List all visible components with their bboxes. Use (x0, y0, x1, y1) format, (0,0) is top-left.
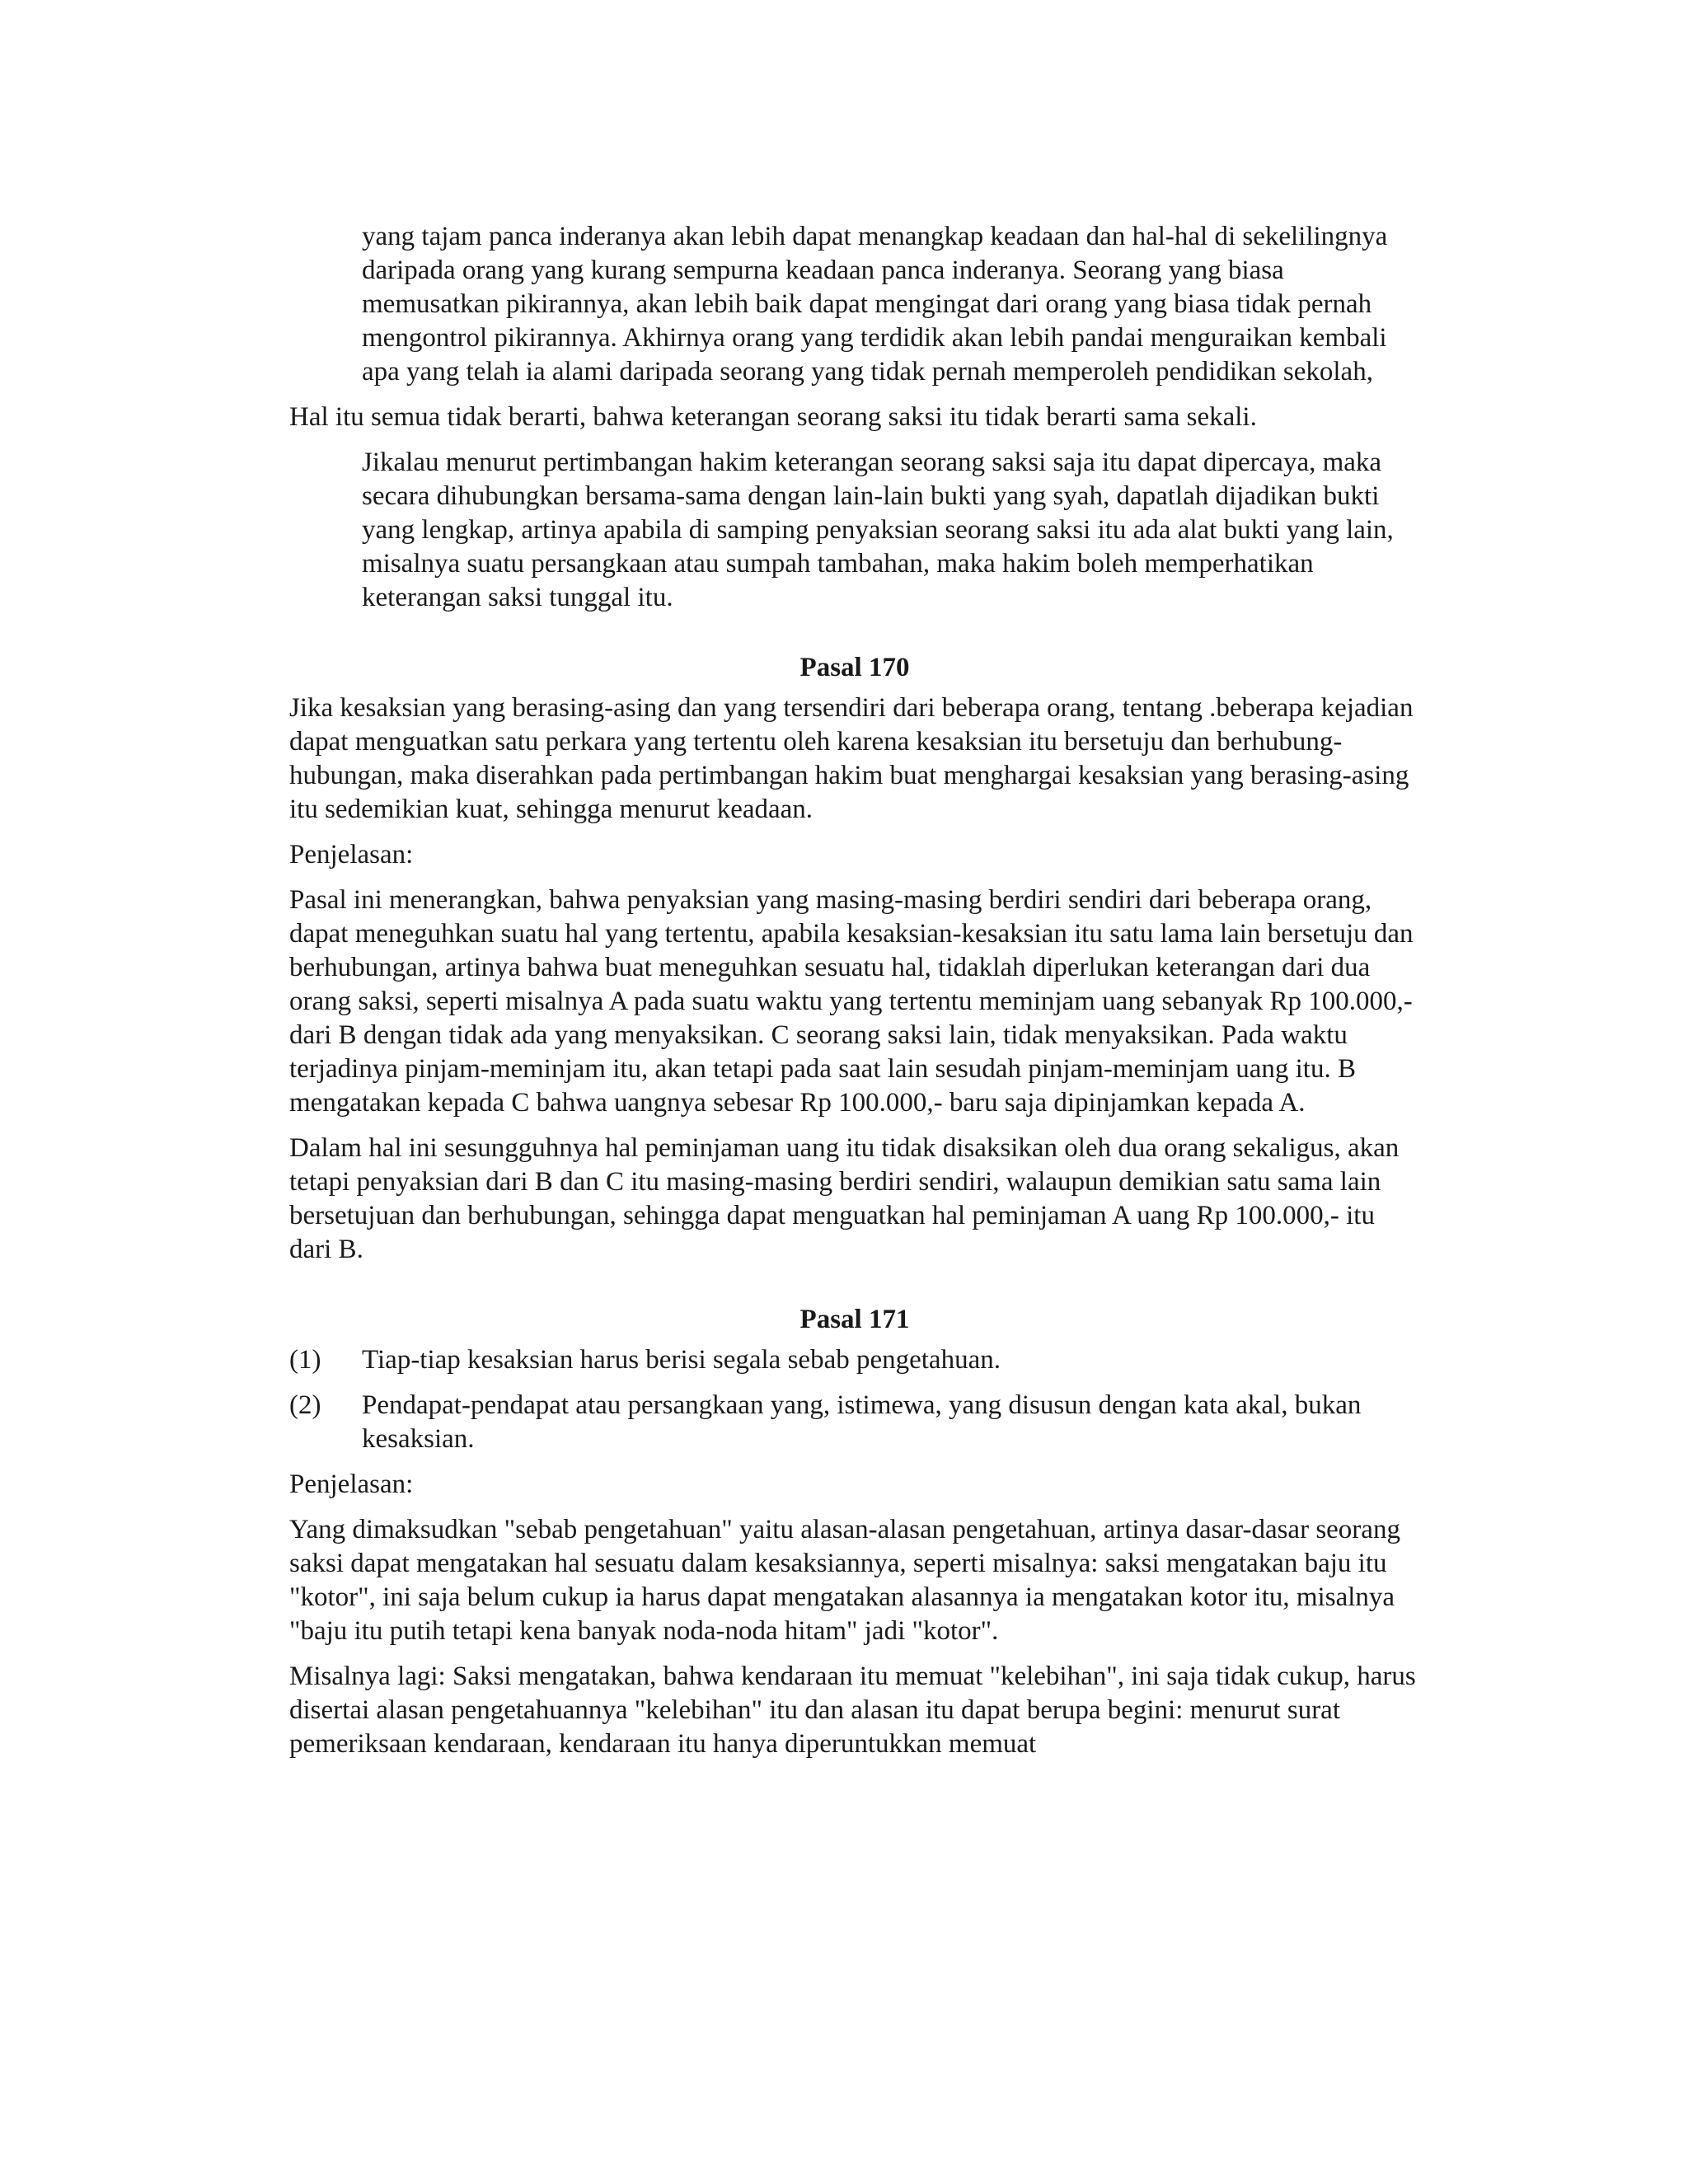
pasal-170-explanation-1: Pasal ini menerangkan, bahwa penyaksian yang masing-masing berdiri sendiri dari beberapa orang, dapat meneguhkan suatu hal yang tertentu, apabila kesaksian-kesaksian itu satu lama lain bersetuju dan berhubungan, artinya bahwa buat meneguhkan sesuatu hal, tidaklah diperlukan keterangan dari dua orang saksi, seperti misalnya A pada suatu waktu yang tertentu meminjam uang sebanyak Rp 100.000,- dari B dengan tidak ada yang menyaksikan. C seorang saksi lain, tidak menyaksikan. Pada waktu terjadinya pinjam-meminjam itu, akan tetapi pada saat lain sesudah pinjam-meminjam uang itu. B mengatakan kepada C bahwa uangnya sebesar Rp 100.000,- baru saja dipinjamkan kepada A. (289, 885, 1414, 1118)
pasal-171-item-2 (289, 1389, 1420, 1456)
pasal-170-penjelasan-label: Penjelasan: (289, 840, 414, 869)
intro-paragraph-2: Hal itu semua tidak berarti, bahwa keterangan seorang saksi itu tidak berarti sama sekali. (289, 402, 1257, 432)
pasal-170-heading: Pasal 170 (799, 653, 910, 682)
pasal-171-explanation-2: Misalnya lagi: Saksi mengatakan, bahwa kendaraan itu memuat "kelebihan", ini saja tidak cukup, harus disertai alasan pengetahuannya "kelebihan" itu dan alasan itu dapat berupa begini: menurut surat pemeriksaan kendaraan, kendaraan itu hanya diperuntukkan memuat (289, 1661, 1416, 1759)
pasal-171-item-2-number: (2) (289, 1390, 321, 1420)
pasal-171-item-1-number: (1) (289, 1345, 321, 1375)
pasal-171-item-1 (289, 1343, 1420, 1377)
pasal-171-penjelasan-label: Penjelasan: (289, 1469, 414, 1499)
pasal-170-text: Jika kesaksian yang berasing-asing dan yang tersendiri dari beberapa orang, tentang .beberapa kejadian dapat menguatkan satu perkara yang tertentu oleh karena kesaksian itu bersetuju dan berhubung-hubungan, maka diserahkan pada pertimbangan hakim buat menghargai kesaksian yang berasing-asing itu sedemikian kuat, sehingga menurut keadaan. (289, 693, 1414, 824)
pasal-171-heading: Pasal 171 (799, 1305, 910, 1334)
pasal-171-explanation-1: Yang dimaksudkan "sebab pengetahuan" yaitu alasan-alasan pengetahuan, artinya dasar-dasar seorang saksi dapat mengatakan hal sesuatu dalam kesaksiannya, seperti misalnya: saksi mengatakan baju itu "kotor", ini saja belum cukup ia harus dapat mengatakan alasannya ia mengatakan kotor itu, misalnya "baju itu putih tetapi kena banyak noda-noda hitam" jadi "kotor". (289, 1515, 1400, 1646)
page-content (289, 220, 1420, 1773)
intro-paragraph-3: Jikalau menurut pertimbangan hakim keterangan seorang saksi saja itu dapat dipercaya, maka secara dihubungkan bersama-sama dengan lain-lain bukti yang syah, dapatlah dijadikan bukti yang lengkap, artinya apabila di samping penyaksian seorang saksi itu ada alat bukti yang lain, misalnya suatu persangkaan atau sumpah tambahan, maka hakim boleh memperhatikan keterangan saksi tunggal itu. (362, 448, 1394, 612)
pasal-171-item-1-text: Tiap-tiap kesaksian harus berisi segala sebab pengetahuan. (362, 1345, 1001, 1375)
pasal-170-explanation-2: Dalam hal ini sesungguhnya hal peminjaman uang itu tidak disaksikan oleh dua orang sekaligus, akan tetapi penyaksian dari B dan C itu masing-masing berdiri sendiri, walaupun demikian satu sama lain bersetujuan dan berhubungan, sehingga dapat menguatkan hal peminjaman A uang Rp 100.000,- itu dari B. (289, 1133, 1400, 1264)
intro-paragraph-1: yang tajam panca inderanya akan lebih dapat menangkap keadaan dan hal-hal di sekelilingnya daripada orang yang kurang sempurna keadaan panca inderanya. Seorang yang biasa memusatkan pikirannya, akan lebih baik dapat mengingat dari orang yang biasa tidak pernah mengontrol pikirannya. Akhirnya orang yang terdidik akan lebih pandai menguraikan kembali apa yang telah ia alami daripada seorang yang tidak pernah memperoleh pendidikan sekolah, (362, 222, 1388, 387)
pasal-171-item-2-text: Pendapat-pendapat atau persangkaan yang, istimewa, yang disusun dengan kata akal, bukan kesaksian. (362, 1390, 1362, 1454)
